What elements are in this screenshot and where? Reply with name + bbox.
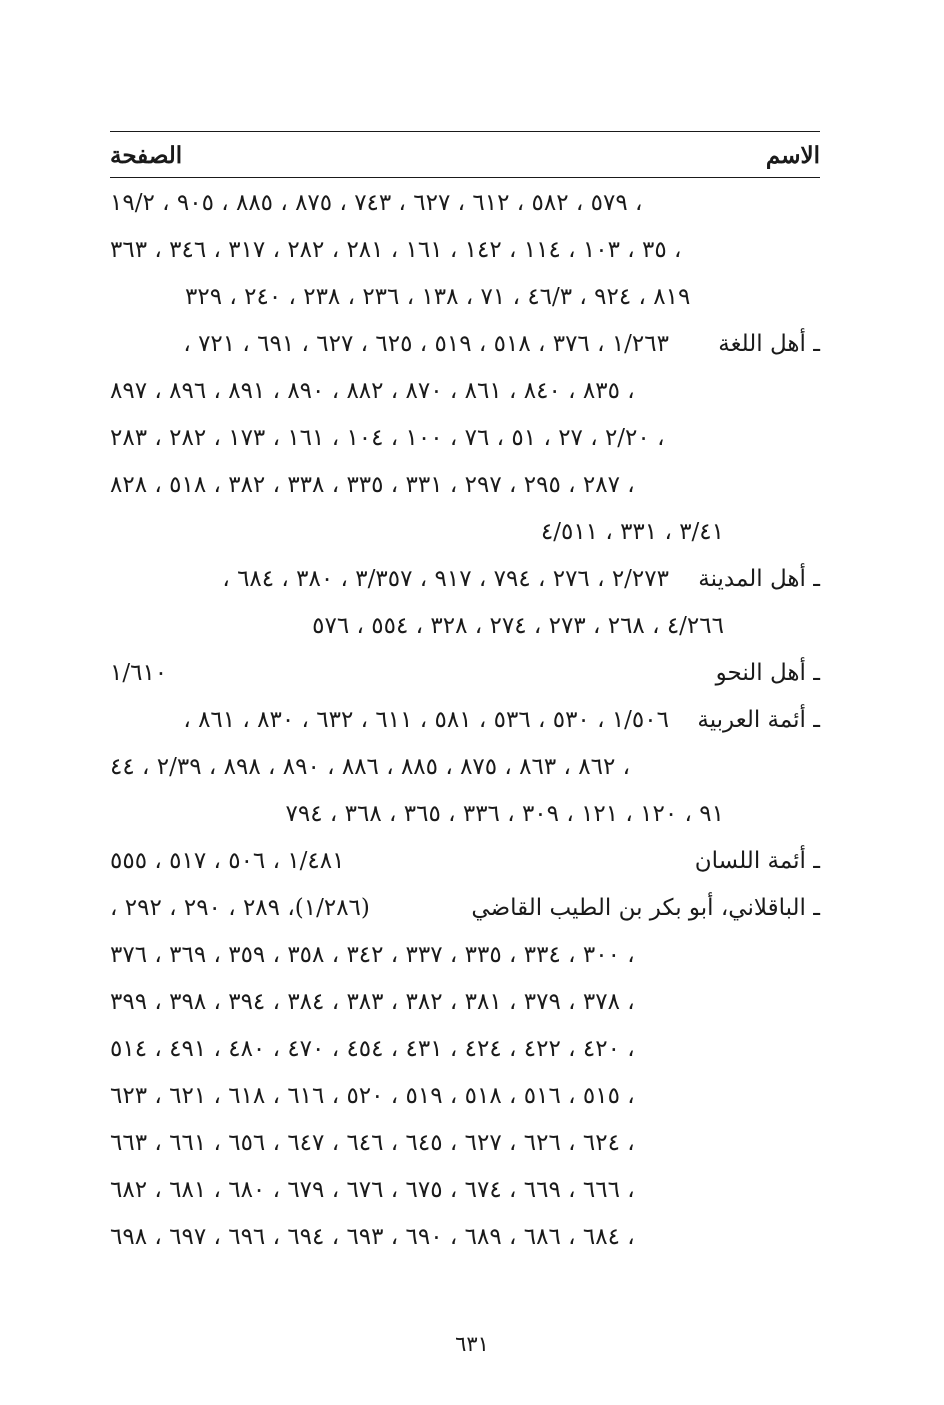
index-continuation-line: ٦٢٤ ، ٦٢٦ ، ٦٢٧ ، ٦٤٥ ، ٦٤٦ ، ٦٤٧ ، ٦٥٦ ، ٦٦١ ، ٦٦٣ ، [110, 1130, 635, 1156]
index-entry-pages: ١/٥٠٦ ، ٥٣٠ ، ٥٣٦ ، ٥٨١ ، ٦١١ ، ٦٣٢ ، ٨٣٠ ، ٨٦١ ، [183, 707, 669, 733]
index-continuation-line: ٨٣٥ ، ٨٤٠ ، ٨٦١ ، ٨٧٠ ، ٨٨٢ ، ٨٩٠ ، ٨٩١ ، ٨٩٦ ، ٨٩٧ ، [110, 378, 635, 404]
index-continuation-line: ٩١ ، ١٢٠ ، ١٢١ ، ٣٠٩ ، ٣٣٦ ، ٣٦٥ ، ٣٦٨ ، ٧٩٤ [285, 801, 724, 827]
index-continuation-line: ٤٢٠ ، ٤٢٢ ، ٤٢٤ ، ٤٣١ ، ٤٥٤ ، ٤٧٠ ، ٤٨٠ ، ٤٩١ ، ٥١٤ ، [110, 1036, 635, 1062]
index-continuation-line: ٨٦٢ ، ٨٦٣ ، ٨٧٥ ، ٨٨٥ ، ٨٨٦ ، ٨٩٠ ، ٨٩٨ ، ٢/٣٩ ، ٤٤ ، [110, 754, 631, 780]
header-bottom-rule [110, 177, 820, 178]
index-entry-name: ـ الباقلاني، أبو بكر بن الطيب القاضي [471, 895, 820, 921]
index-continuation-line: ٢/٢٠ ، ٢٧ ، ٥١ ، ٧٦ ، ١٠٠ ، ١٠٤ ، ١٦١ ، ١٧٣ ، ٢٨٢ ، ٢٨٣ ، [110, 425, 665, 451]
index-entry-name: ـ أهل النحو [715, 660, 820, 686]
index-entry-name: ـ أهل اللغة [718, 331, 820, 357]
column-header-name: الاسم [765, 142, 820, 169]
index-continuation-line: ٨١٩ ، ٩٢٤ ، ٤٦/٣ ، ٧١ ، ١٣٨ ، ٢٣٦ ، ٢٣٨ ، ٢٤٠ ، ٣٢٩ [185, 284, 691, 310]
index-entry-name: ـ أئمة العربية [697, 707, 820, 733]
index-continuation-line: ٤/٢٦٦ ، ٢٦٨ ، ٢٧٣ ، ٢٧٤ ، ٣٢٨ ، ٥٥٤ ، ٥٧٦ [312, 613, 724, 639]
index-continuation-line: ٣٧٨ ، ٣٧٩ ، ٣٨١ ، ٣٨٢ ، ٣٨٣ ، ٣٨٤ ، ٣٩٤ ، ٣٩٨ ، ٣٩٩ ، [110, 989, 635, 1015]
index-continuation-line: ٦٨٤ ، ٦٨٦ ، ٦٨٩ ، ٦٩٠ ، ٦٩٣ ، ٦٩٤ ، ٦٩٦ ، ٦٩٧ ، ٦٩٨ ، [110, 1224, 635, 1250]
index-continuation-line: ٣٥ ، ١٠٣ ، ١١٤ ، ١٤٢ ، ١٦١ ، ٢٨١ ، ٢٨٢ ، ٣١٧ ، ٣٤٦ ، ٣٦٣ ، [110, 237, 682, 263]
column-header-page: الصفحة [110, 142, 183, 169]
index-entry-pages: ١/٤٨١ ، ٥٠٦ ، ٥١٧ ، ٥٥٥ [110, 848, 345, 874]
index-continuation-line: ٣٠٠ ، ٣٣٤ ، ٣٣٥ ، ٣٣٧ ، ٣٤٢ ، ٣٥٨ ، ٣٥٩ ، ٣٦٩ ، ٣٧٦ ، [110, 942, 635, 968]
index-continuation-line: ٣/٤١ ، ٣٣١ ، ٤/٥١١ [540, 519, 724, 545]
header-top-rule [110, 131, 820, 132]
index-continuation-line: ٦٦٦ ، ٦٦٩ ، ٦٧٤ ، ٦٧٥ ، ٦٧٦ ، ٦٧٩ ، ٦٨٠ ، ٦٨١ ، ٦٨٢ ، [110, 1177, 635, 1203]
index-continuation-line: ٥٧٩ ، ٥٨٢ ، ٦١٢ ، ٦٢٧ ، ٧٤٣ ، ٨٧٥ ، ٨٨٥ ، ٩٠٥ ، ١٩/٢ ، [110, 190, 643, 216]
index-entry-pages: ١/٢٦٣ ، ٣٧٦ ، ٥١٨ ، ٥١٩ ، ٦٢٥ ، ٦٢٧ ، ٦٩١ ، ٧٢١ ، [183, 331, 669, 357]
index-entry-pages: (١/٢٨٦)، ٢٨٩ ، ٢٩٠ ، ٢٩٢ ، [110, 895, 370, 921]
index-entry-pages: ١/٦١٠ [110, 660, 168, 686]
index-entry-pages: ٢/٢٧٣ ، ٢٧٦ ، ٧٩٤ ، ٩١٧ ، ٣/٣٥٧ ، ٣٨٠ ، ٦٨٤ ، [222, 566, 669, 592]
index-entry-name: ـ أئمة اللسان [694, 848, 820, 874]
index-entry-name: ـ أهل المدينة [698, 566, 820, 592]
page-number: ٦٣١ [455, 1332, 489, 1356]
index-continuation-line: ٢٨٧ ، ٢٩٥ ، ٢٩٧ ، ٣٣١ ، ٣٣٥ ، ٣٣٨ ، ٣٨٢ ، ٥١٨ ، ٨٢٨ ، [110, 472, 635, 498]
index-continuation-line: ٥١٥ ، ٥١٦ ، ٥١٨ ، ٥١٩ ، ٥٢٠ ، ٦١٦ ، ٦١٨ ، ٦٢١ ، ٦٢٣ ، [110, 1083, 635, 1109]
